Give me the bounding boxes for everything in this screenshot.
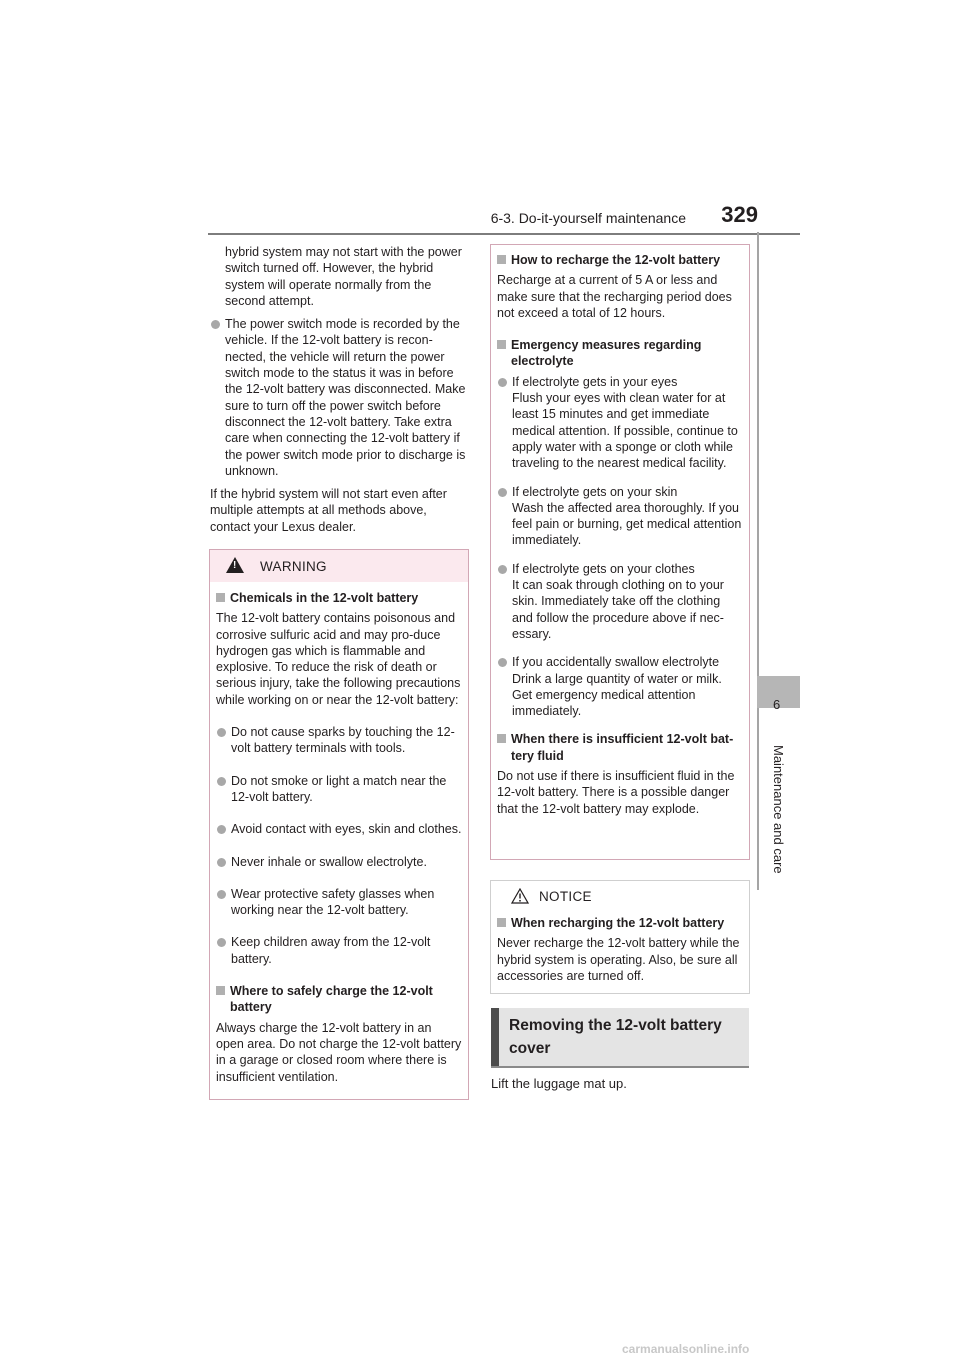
- bullet-item: The power switch mode is recorded by the vehicle. If the 12-volt battery is recon-nected, the vehicle will return the power switch mode to the status it was in before the 12-volt battery was disconnected. Make sure to turn off the power switch before disconnect the 12-volt battery. Take extra care when connecting the 12-volt battery if the power switch mode prior to discharge is unknown.: [210, 316, 468, 479]
- warning-label: WARNING: [260, 559, 327, 574]
- notice-box: [490, 880, 750, 994]
- notice-heading: When recharging the 12-volt battery: [497, 915, 743, 931]
- side-divider: [757, 232, 759, 890]
- notice-triangle-icon: [511, 888, 529, 904]
- warning-bullet: Do not smoke or light a match near the 12-volt battery.: [216, 773, 462, 806]
- emergency-item-title: If you accidentally swallow electrolyte: [512, 655, 720, 670]
- header-divider: [208, 233, 800, 235]
- notice-header: [491, 881, 749, 913]
- warning-heading: Chemicals in the 12-volt battery: [216, 590, 462, 606]
- warning-intro: The 12-volt battery contains poisonous and corrosive sulfuric acid and may pro-duce hydrogen gas which is flammable and explosive. To reduce the risk of death or serious injury, take the following precautions while working on or near the 12-volt battery:: [216, 611, 461, 707]
- emergency-item: [497, 561, 743, 642]
- warning-continuation-box: [490, 244, 750, 860]
- left-column: [210, 244, 468, 542]
- warning-box: [209, 549, 469, 1100]
- notice-text: Never recharge the 12-volt battery while the hybrid system is operating. Also, be sure all accessories are turned off.: [497, 936, 740, 983]
- warning-continuation-body: [491, 245, 749, 830]
- warning-heading: Emergency measures regarding electrolyte: [497, 337, 743, 370]
- warning-bullet: Keep children away from the 12-volt battery.: [216, 934, 462, 967]
- chapter-label: Maintenance and care: [771, 745, 786, 874]
- page-header: [208, 200, 800, 234]
- warning-text: Recharge at a current of 5 A or less and make sure that the recharging period does not exceed a total of 12 hours.: [497, 273, 732, 320]
- warning-bullet: Wear protective safety glasses when working near the 12-volt battery.: [216, 886, 462, 919]
- emergency-item-title: If electrolyte gets in your eyes: [512, 374, 678, 389]
- warning-body: [210, 582, 468, 1098]
- continuation-text: hybrid system may not start with the power switch turned off. However, the hybrid system will operate normally from the second attempt.: [225, 245, 462, 308]
- emergency-item-text: Wash the affected area thoroughly. If you feel pain or burning, get medical attention immediately.: [512, 500, 742, 548]
- paragraph: If the hybrid system will not start even after multiple attempts at all methods above, contact your Lexus dealer.: [210, 487, 447, 534]
- notice-label: NOTICE: [539, 889, 592, 904]
- warning-text: Do not use if there is insufficient fluid in the 12-volt battery. There is a possible danger that the 12-volt battery may explode.: [497, 769, 735, 816]
- emergency-item-text: It can soak through clothing on to your skin. Immediately take off the clothing and follow the procedure above if nec-essary.: [512, 578, 724, 641]
- section-heading: [491, 1008, 749, 1066]
- emergency-item: [497, 654, 743, 719]
- warning-bullet: Never inhale or swallow electrolyte.: [216, 854, 462, 870]
- section-title: 6-3. Do-it-yourself maintenance: [490, 210, 686, 226]
- warning-header: [210, 550, 468, 582]
- warning-heading: How to recharge the 12-volt battery: [497, 252, 743, 268]
- warning-heading: When there is insufficient 12-volt bat-tery fluid: [497, 731, 743, 764]
- emergency-item: [497, 484, 743, 549]
- section-heading-text: Removing the 12-volt battery cover: [509, 1017, 722, 1057]
- chapter-number: 6: [773, 697, 781, 712]
- emergency-item-title: If electrolyte gets on your skin: [512, 484, 678, 499]
- warning-outro: Always charge the 12-volt battery in an open area. Do not charge the 12-volt battery in a garage or closed room where there is insufficient ventilation.: [216, 1020, 462, 1084]
- emergency-item-title: If electrolyte gets on your clothes: [512, 561, 695, 576]
- page-number: 329: [721, 202, 758, 227]
- emergency-item: [497, 374, 743, 472]
- emergency-item-text: Drink a large quantity of water or milk. Get emergency medical attention immediately.: [512, 671, 722, 719]
- warning-heading: Where to safely charge the 12-volt battery: [216, 983, 462, 1016]
- section-text: Lift the luggage mat up.: [491, 1076, 627, 1091]
- notice-body: [491, 913, 749, 997]
- emergency-item-text: Flush your eyes with clean water for at least 15 minutes and get immediate medical attention. If possible, continue to apply water with a sponge or cloth while traveling to the nearest medical facility.: [512, 391, 738, 471]
- warning-triangle-icon: [226, 557, 244, 573]
- watermark: carmanualsonline.info: [622, 1342, 750, 1356]
- warning-bullet: Do not cause sparks by touching the 12-volt battery terminals with tools.: [216, 724, 462, 757]
- warning-bullet: Avoid contact with eyes, skin and clothes.: [216, 821, 462, 837]
